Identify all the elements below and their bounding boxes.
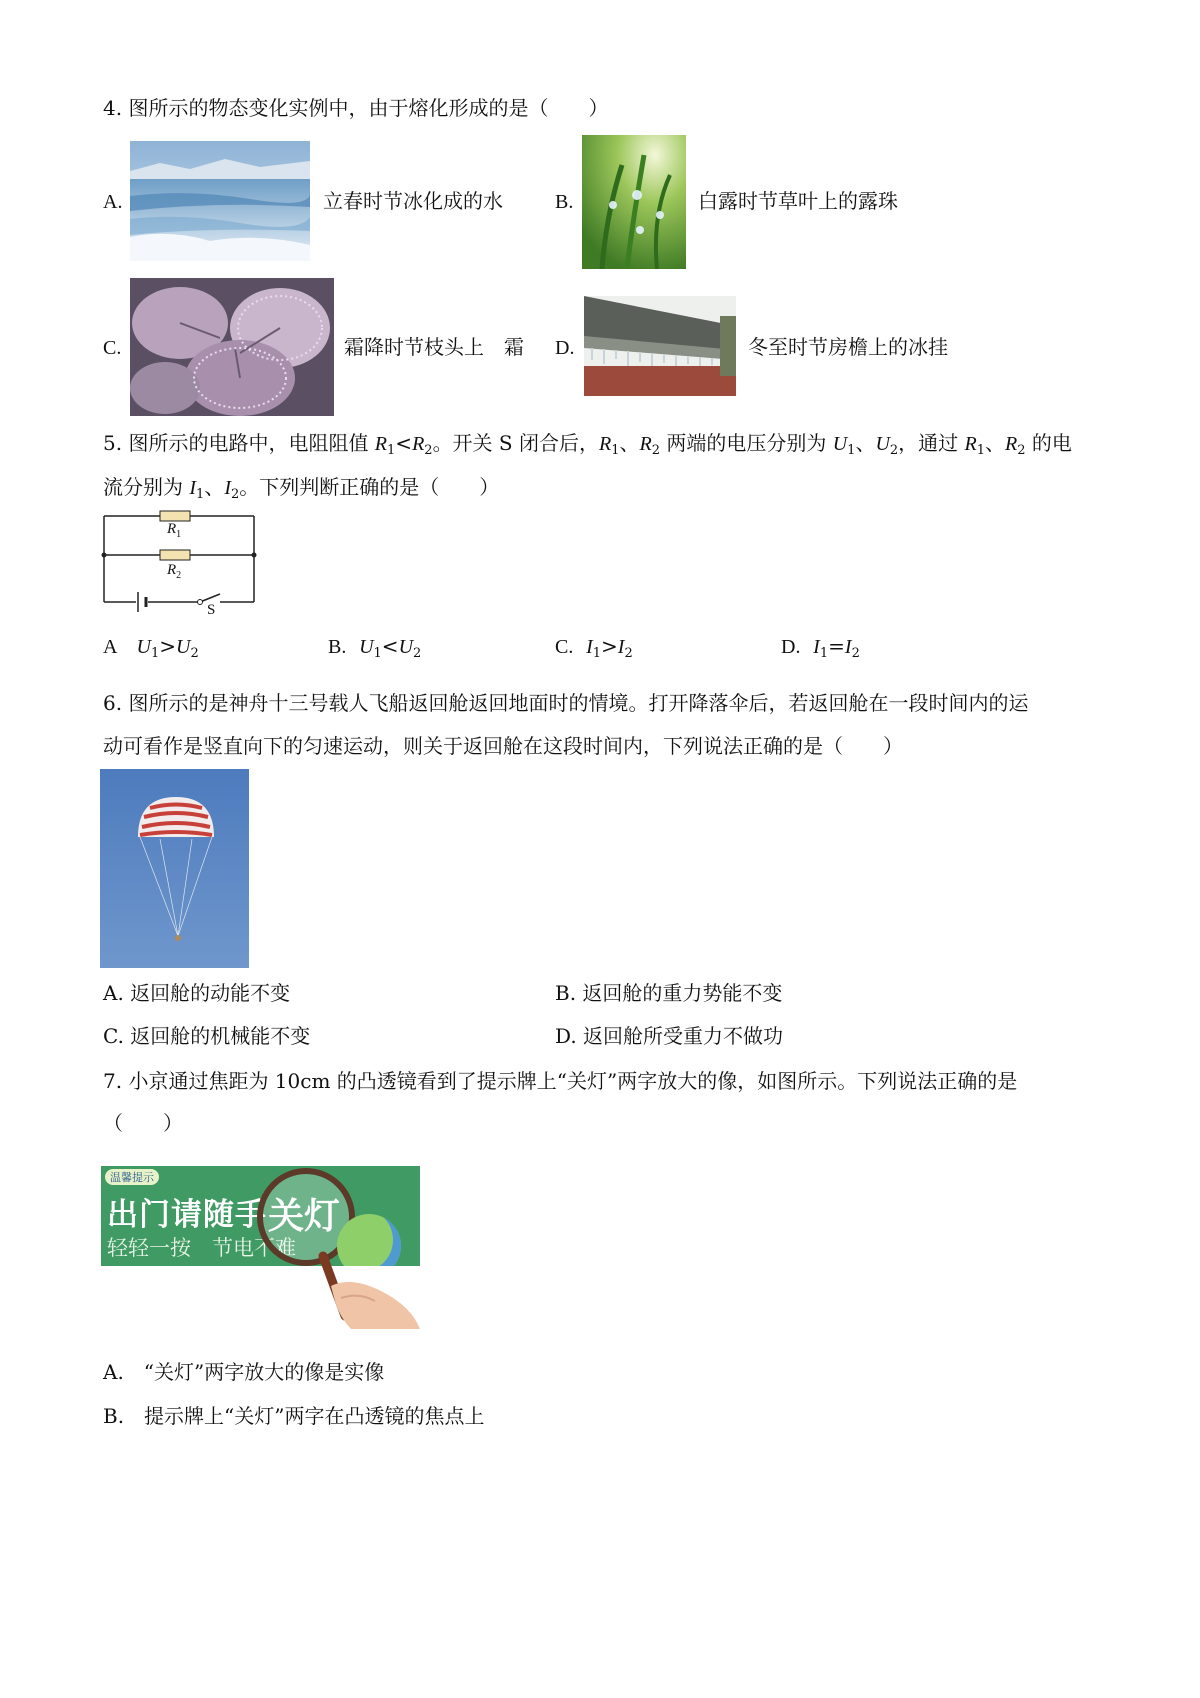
- circuit-diagram: [100, 508, 260, 620]
- q5-option-a: A $U_1>U_2$: [103, 634, 199, 661]
- sign-main-text: 出门请随手: [107, 1197, 267, 1233]
- q4-option-d-letter: D.: [555, 337, 575, 359]
- q4-option-b-letter: B.: [555, 191, 574, 213]
- switch-label: S: [207, 602, 216, 618]
- q6-option-b: B. 返回舱的重力势能不变: [555, 981, 783, 1005]
- resistor-r1: [160, 511, 190, 521]
- sign-tag: 温馨提示: [105, 1169, 159, 1185]
- q5-stem-line1: 5. 图所示的电路中，电阻阻值 $R_1<R_2$。开关 S 闭合后，$R_1$、$R_2$ 两端的电压分别为 $U_1$、$U_2$，通过 $R_1$、$R_2$ 的电: [103, 431, 1072, 458]
- q6-stem-line1: 6. 图所示的是神舟十三号载人飞船返回舱返回地面时的情境。打开降落伞后，若返回舱在一段时间内的运: [103, 691, 1029, 715]
- q4-option-a-letter: A.: [103, 191, 123, 213]
- frost-leaves-photo: [130, 278, 334, 416]
- r2-label: $R_2$: [167, 562, 182, 581]
- hand-holding-magnifier: [301, 1246, 420, 1329]
- junction-left: [102, 553, 107, 558]
- q7-option-b: B. 提示牌上“关灯”两字在凸透镜的焦点上: [103, 1404, 485, 1428]
- q5-option-c: C. $I_1>I_2$: [555, 634, 633, 661]
- q4-stem: 4. 图所示的物态变化实例中，由于熔化形成的是（ ）: [103, 96, 609, 120]
- q7-stem-line1: 7. 小京通过焦距为 10cm 的凸透镜看到了提示牌上“关灯”两字放大的像，如图所示。下列说法正确的是: [103, 1069, 1018, 1093]
- magnifier-sign-photo: [101, 1166, 420, 1329]
- q4-option-b-text: 白露时节草叶上的露珠: [698, 189, 898, 213]
- q5-option-d: D. $I_1=I_2$: [781, 634, 860, 661]
- magnified-text: 关灯: [268, 1196, 341, 1237]
- dewdrop-grass-photo: [582, 135, 686, 269]
- r1-label: $R_1$: [167, 521, 182, 540]
- resistor-r2: [160, 550, 190, 560]
- q6-option-c: C. 返回舱的机械能不变: [103, 1024, 311, 1048]
- sign-sub-text: 轻轻一按 节电不难: [107, 1236, 296, 1260]
- q5-option-b: B. $U_1<U_2$: [328, 634, 422, 661]
- q4-option-c-text: 霜降时节枝头上 霜: [344, 335, 524, 359]
- q4-option-c-letter: C.: [103, 337, 122, 359]
- q4-option-d-text: 冬至时节房檐上的冰挂: [748, 335, 948, 359]
- parachute-capsule-photo: [100, 769, 249, 968]
- switch-pivot: [198, 600, 203, 605]
- q7-option-a: A. “关灯”两字放大的像是实像: [103, 1360, 385, 1384]
- q4-option-a-text: 立春时节冰化成的水: [323, 189, 503, 213]
- q6-option-a: A. 返回舱的动能不变: [103, 981, 291, 1005]
- frozen-lake-photo: [130, 141, 310, 261]
- q5-stem-line2: 流分别为 $I_1$、$I_2$。下列判断正确的是（ ）: [103, 475, 500, 502]
- q6-option-d: D. 返回舱所受重力不做功: [555, 1024, 784, 1048]
- junction-right: [252, 553, 257, 558]
- q7-stem-line2: （ ）: [103, 1111, 183, 1135]
- q6-stem-line2: 动可看作是竖直向下的匀速运动，则关于返回舱在这段时间内，下列说法正确的是（ ）: [103, 734, 903, 758]
- icicle-eaves-photo: [584, 296, 736, 396]
